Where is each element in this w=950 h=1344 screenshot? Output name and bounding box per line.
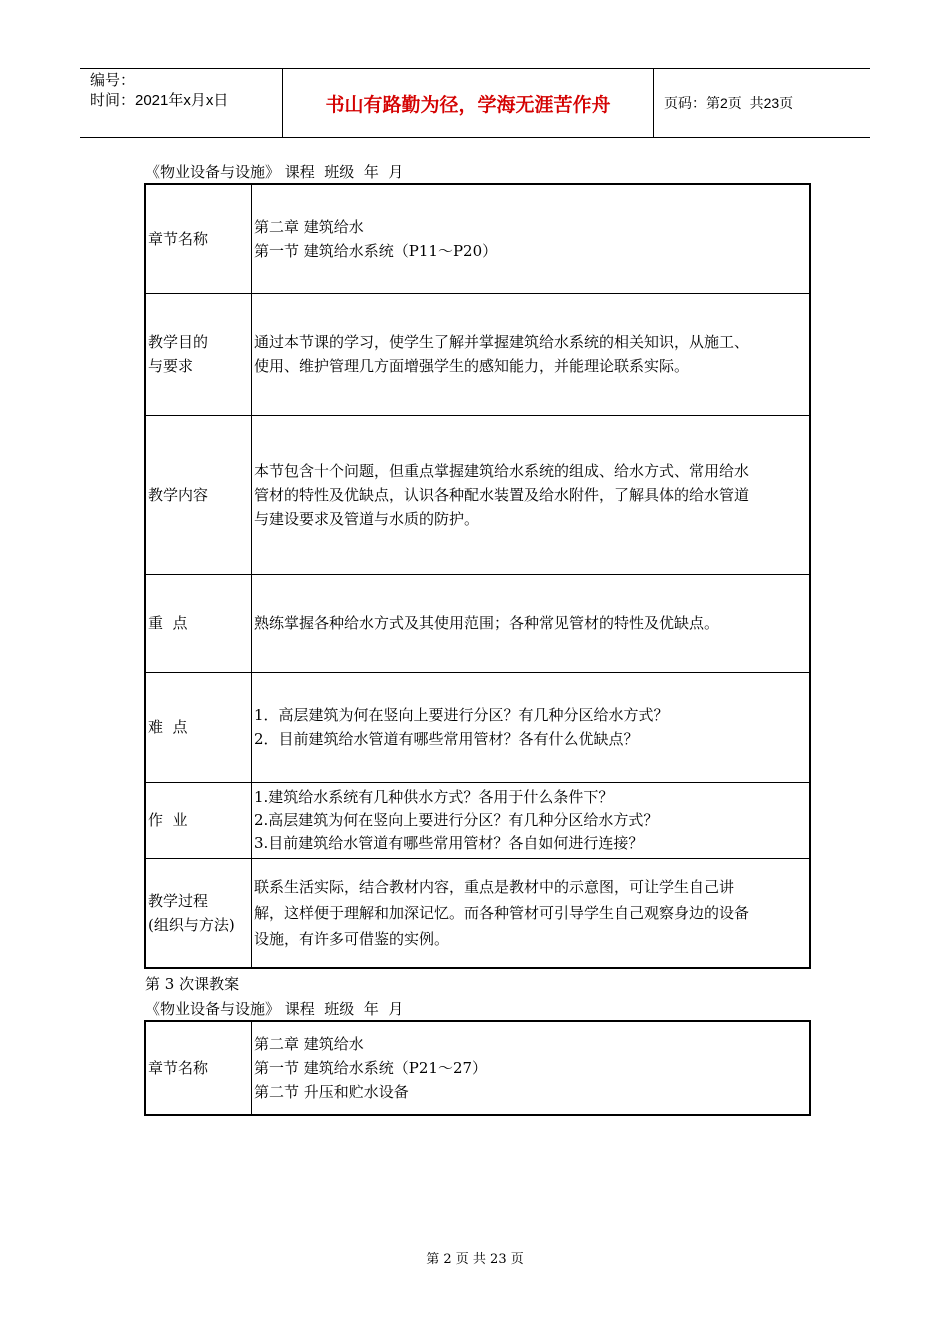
table-row [145, 574, 810, 672]
row-label: 教学目的 与要求 [145, 293, 252, 415]
date-label: 时间：2021年x月x日 [90, 92, 229, 109]
row-content: 1.建筑给水系统有几种供水方式？各用于什么条件下？ 2.高层建筑为何在竖向上要进行分区？有几种分区给水方式？ 3.目前建筑给水管道有哪些常用管材？各自如何进行连接？ [252, 782, 811, 858]
row-content: 第二章 建筑给水 第一节 建筑给水系统（P11～P20） [252, 184, 811, 293]
row-label: 作 业 [145, 782, 252, 858]
row-label: 难 点 [145, 672, 252, 782]
row-content: 本节包含十个问题，但重点掌握建筑给水系统的组成、给水方式、常用给水 管材的特性及优缺点，认识各种配水装置及给水附件，了解具体的给水管道 与建设要求及管道与水质的防护。 [252, 415, 811, 574]
page-footer: 第 2 页 共 23 页 [426, 1252, 524, 1267]
table-row [145, 672, 810, 782]
row-label: 章节名称 [145, 184, 252, 293]
table-row [145, 184, 810, 293]
number-label: 编号： [90, 72, 136, 89]
row-content: 1．高层建筑为何在竖向上要进行分区？有几种分区给水方式？ 2．目前建筑给水管道有哪些常用管材？各有什么优缺点？ [252, 672, 811, 782]
row-content: 熟练掌握各种给水方式及其使用范围；各种常见管材的特性及优缺点。 [252, 574, 811, 672]
table-row [145, 293, 810, 415]
lesson-title: 第 3 次课教案 [145, 975, 240, 993]
row-label: 重 点 [145, 574, 252, 672]
table-row [145, 415, 810, 574]
page-header [80, 68, 870, 138]
table-row [145, 858, 810, 968]
row-content: 联系生活实际，结合教材内容，重点是教材中的示意图，可让学生自己讲 解，这样便于理解和加深记忆。而各种管材可引导学生自己观察身边的设备 设施，有许多可借鉴的实例。 [252, 858, 811, 968]
table-row [145, 1021, 810, 1115]
row-label: 教学过程 (组织与方法) [145, 858, 252, 968]
lesson-plan-table-2 [144, 1020, 811, 1116]
page-info: 页码：第2页 共23页 [664, 95, 794, 111]
row-content: 第二章 建筑给水 第一节 建筑给水系统（P21～27） 第二节 升压和贮水设备 [252, 1021, 811, 1115]
lesson-plan-table-1 [144, 183, 811, 969]
row-label: 教学内容 [145, 415, 252, 574]
header-page-info [654, 69, 870, 137]
header-left [80, 69, 282, 137]
course-line-2: 《物业设备与设施》 课程 班级 年 月 [145, 1000, 404, 1018]
table-row [145, 782, 810, 858]
row-content: 通过本节课的学习，使学生了解并掌握建筑给水系统的相关知识，从施工、 使用、维护管理几方面增强学生的感知能力，并能理论联系实际。 [252, 293, 811, 415]
course-line-1: 《物业设备与设施》 课程 班级 年 月 [145, 163, 404, 181]
row-label: 章节名称 [145, 1021, 252, 1115]
motto: 书山有路勤为径，学海无涯苦作舟 [282, 69, 654, 137]
